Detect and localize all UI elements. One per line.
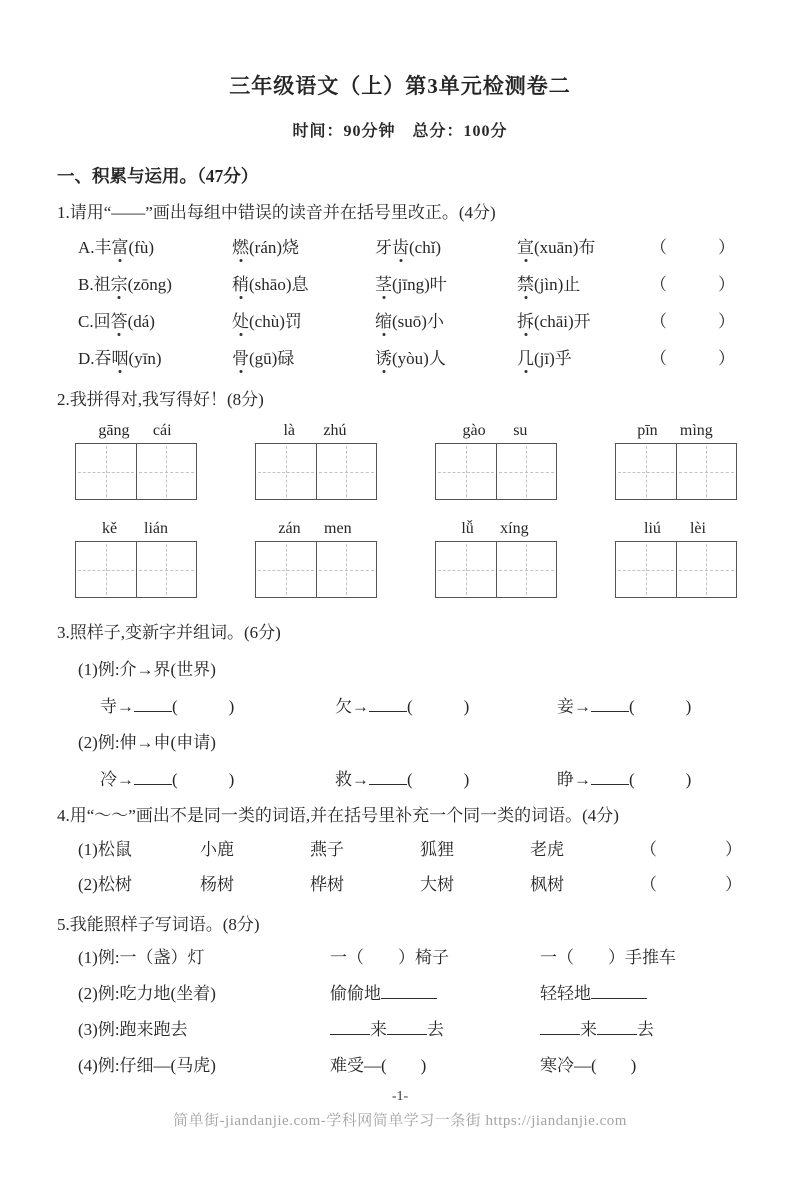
pinyin-syllable: zhú <box>323 422 347 439</box>
question-3 <box>57 618 743 791</box>
q2-prompt: 2.我拼得对,我写得好！(8分) <box>57 390 264 409</box>
q1-word-dotted: 宗 <box>110 275 128 294</box>
correction-bracket: （ ） <box>650 349 735 368</box>
writing-cell <box>496 444 557 499</box>
q3-part1-items <box>100 690 743 718</box>
writing-cell <box>316 444 377 499</box>
character-writing-box <box>615 443 737 500</box>
q5-example: (3)例:跑来跑去 <box>78 1019 188 1039</box>
q1-word-dotted: 咽 <box>111 349 129 368</box>
pinyin-word-group <box>435 516 555 598</box>
q1-option-row-a <box>78 227 743 264</box>
pinyin-syllable: pīn <box>637 422 658 439</box>
answer-blank <box>330 1019 370 1035</box>
q3-source-char: 睁 <box>557 769 574 789</box>
question-5 <box>57 910 743 1081</box>
answer-blank <box>134 696 172 712</box>
pinyin-syllable: xíng <box>500 520 529 537</box>
q4-word: 松鼠 <box>97 840 132 859</box>
q5-answer-slot <box>330 1015 540 1040</box>
q1-word-dotted: 稍 <box>232 275 249 294</box>
pinyin-syllable: là <box>283 422 295 439</box>
q4-word: 杨树 <box>200 875 234 894</box>
q1-prompt: 1.请用“——”画出每组中错误的读音并在括号里改正。(4分) <box>57 203 496 222</box>
q1-word-dotted: 处 <box>232 312 249 331</box>
q1-word-post: (jīng)叶 <box>392 275 447 294</box>
q1-item <box>517 233 650 258</box>
q5-row-2 <box>78 973 743 1009</box>
q1-option-label: A. <box>78 238 95 257</box>
q3-item <box>557 765 743 790</box>
q5-example: (1)例:一（盏）灯 <box>78 947 205 967</box>
writing-cell <box>616 542 676 597</box>
q4-cell <box>78 835 200 860</box>
q3-item <box>100 692 335 717</box>
q3-source-char: 冷 <box>100 769 117 789</box>
q5-word-stem: 去 <box>637 1019 654 1039</box>
q1-word-dotted: 茎 <box>375 275 392 294</box>
arrow-icon: → <box>574 769 591 789</box>
q1-option-row-b <box>78 264 743 301</box>
pinyin-label <box>255 516 375 538</box>
q5-row-1 <box>78 937 743 973</box>
q1-item <box>375 233 517 258</box>
paren-blank: ( ) <box>629 696 692 716</box>
writing-cell <box>256 444 316 499</box>
q5-answer-slot: 难受—( ) <box>330 1055 427 1075</box>
pinyin-word-group <box>435 418 555 500</box>
q1-option-label: D. <box>78 349 95 368</box>
q1-word-post: (yòu)人 <box>392 349 446 368</box>
q4-word: 松树 <box>97 875 132 894</box>
writing-cell <box>676 542 737 597</box>
q5-answer-slot: 一（ ）手推车 <box>540 947 676 967</box>
q1-item <box>517 307 650 332</box>
q1-word-dotted: 诱 <box>375 349 392 368</box>
q1-word-post: (dá) <box>127 312 155 331</box>
q1-word-pre: 吞 <box>94 349 112 368</box>
pinyin-word-group <box>75 418 195 500</box>
arrow-icon: → <box>352 769 369 789</box>
q5-row-3 <box>78 1009 743 1045</box>
q1-word-post: (chāi)开 <box>534 312 591 331</box>
q5-example: (2)例:吃力地(坐着) <box>78 983 216 1003</box>
q4-row-2 <box>78 865 743 900</box>
pinyin-label <box>75 516 195 538</box>
pinyin-word-group <box>75 516 195 598</box>
paren-blank: ( ) <box>407 696 470 716</box>
q1-word-post: (fù) <box>128 238 155 257</box>
answer-blank <box>540 1019 580 1035</box>
answer-bracket: （ ） <box>640 840 742 859</box>
q2-pinyin-rows <box>75 418 743 598</box>
q1-word-dotted: 缩 <box>375 312 392 331</box>
q1-item <box>232 270 375 295</box>
q5-answer-slot: 一（ ）椅子 <box>330 947 449 967</box>
arrow-icon: → <box>117 769 134 789</box>
writing-cell <box>136 542 197 597</box>
q5-answer-slot <box>540 1015 743 1040</box>
q2-pinyin-row-1 <box>75 418 743 500</box>
pinyin-syllable: kě <box>101 520 118 537</box>
q1-item <box>232 233 375 258</box>
q5-answer-slot: 寒冷—( ) <box>540 1055 637 1075</box>
q4-word: 燕子 <box>310 840 344 859</box>
q3-source-char: 救 <box>335 769 352 789</box>
writing-cell <box>256 542 316 597</box>
answer-blank <box>591 769 629 785</box>
answer-blank <box>597 1019 637 1035</box>
q1-item <box>78 307 232 332</box>
pinyin-syllable: lèi <box>689 520 706 537</box>
answer-blank <box>591 983 647 999</box>
q1-option-label: C. <box>78 312 94 331</box>
answer-blank <box>387 1019 427 1035</box>
q3-item <box>335 765 557 790</box>
q3-part1-example: (1)例:介→界(世界) <box>78 660 216 679</box>
page-number: -1- <box>391 1089 409 1104</box>
q1-word-post: (zōng) <box>127 275 172 294</box>
q4-row-1 <box>78 830 743 865</box>
arrow-icon: → <box>117 696 134 716</box>
pinyin-syllable: gāng <box>98 422 130 439</box>
q1-item <box>232 307 375 332</box>
page-title: 三年级语文（上）第3单元检测卷二 <box>229 74 571 98</box>
q3-item <box>557 692 743 717</box>
arrow-icon: → <box>352 696 369 716</box>
paren-blank: ( ) <box>407 769 470 789</box>
writing-cell <box>436 444 496 499</box>
writing-cell <box>436 542 496 597</box>
question-4 <box>57 801 743 900</box>
q1-word-post: (chù)罚 <box>249 312 302 331</box>
q1-word-post: (suō)小 <box>392 312 444 331</box>
q1-word-dotted: 燃 <box>232 238 249 257</box>
q5-example: (4)例:仔细—(马虎) <box>78 1055 216 1075</box>
q4-cell <box>78 870 200 895</box>
pinyin-label <box>75 418 195 440</box>
q1-word-post: (chǐ) <box>409 238 442 257</box>
q1-item <box>375 344 517 369</box>
q4-word: 小鹿 <box>200 840 234 859</box>
q1-word-pre: 牙 <box>375 238 392 257</box>
paren-blank: ( ) <box>172 769 235 789</box>
watermark-text: 简单街-jiandanjie.com-学科网简单学习一条街 https://jiandanjie.com <box>173 1113 627 1129</box>
answer-blank <box>369 769 407 785</box>
q5-word-stem: 来 <box>370 1019 387 1039</box>
q5-word-stem: 轻轻地 <box>540 983 591 1003</box>
q1-item <box>78 270 232 295</box>
pinyin-syllable: gào <box>462 422 486 439</box>
q1-word-dotted: 宣 <box>517 238 534 257</box>
q1-word-dotted: 几 <box>517 349 534 368</box>
q1-word-dotted: 齿 <box>392 238 409 257</box>
q5-word-stem: 偷偷地 <box>330 983 381 1003</box>
question-1 <box>57 198 743 375</box>
q1-item <box>375 270 517 295</box>
q5-prompt: 5.我能照样子写词语。(8分) <box>57 915 260 934</box>
q4-word: 狐狸 <box>420 840 454 859</box>
q1-word-dotted: 富 <box>111 238 129 257</box>
arrow-icon: → <box>574 696 591 716</box>
q5-answer-slot <box>540 979 743 1004</box>
q1-word-post: (rán)烧 <box>249 238 300 257</box>
pinyin-word-group <box>615 418 735 500</box>
section-1-heading: 一、积累与运用。（47分） <box>57 166 259 186</box>
paren-blank: ( ) <box>629 769 692 789</box>
paren-blank: ( ) <box>172 696 235 716</box>
q1-rows <box>78 227 743 375</box>
q1-word-post: (yīn) <box>128 349 162 368</box>
writing-cell <box>316 542 377 597</box>
q1-word-post: (gū)碌 <box>249 349 295 368</box>
correction-bracket: （ ） <box>650 312 735 331</box>
correction-bracket: （ ） <box>650 275 735 294</box>
q4-word: 大树 <box>420 875 454 894</box>
writing-cell <box>676 444 737 499</box>
answer-blank <box>134 769 172 785</box>
writing-cell <box>496 542 557 597</box>
q1-word-pre: 祖 <box>93 275 111 294</box>
writing-cell <box>136 444 197 499</box>
q3-part2-example: (2)例:伸→申(申请) <box>78 733 216 752</box>
pinyin-syllable: lǚ <box>461 520 474 537</box>
character-writing-box <box>435 541 557 598</box>
answer-bracket: （ ） <box>640 875 742 894</box>
character-writing-box <box>615 541 737 598</box>
q3-part2-items <box>100 763 743 791</box>
q1-word-dotted: 禁 <box>517 275 534 294</box>
pinyin-label <box>255 418 375 440</box>
pinyin-word-group <box>255 516 375 598</box>
q2-pinyin-row-2 <box>75 516 743 598</box>
answer-blank <box>369 696 407 712</box>
pinyin-label <box>435 418 555 440</box>
pinyin-syllable: su <box>513 422 528 439</box>
q3-source-char: 欠 <box>335 696 352 716</box>
pinyin-syllable: zán <box>278 520 301 537</box>
q5-word-stem: 去 <box>427 1019 444 1039</box>
q1-item <box>78 344 232 369</box>
q4-word: 老虎 <box>530 840 564 859</box>
q4-row-label: (1) <box>78 840 98 859</box>
character-writing-box <box>255 443 377 500</box>
q1-item <box>375 307 517 332</box>
q4-word: 枫树 <box>530 875 564 894</box>
q1-option-row-c <box>78 301 743 338</box>
q4-word: 桦树 <box>310 875 344 894</box>
pinyin-syllable: mìng <box>679 422 713 439</box>
pinyin-syllable: men <box>324 520 352 537</box>
pinyin-word-group <box>615 516 735 598</box>
q3-source-char: 妾 <box>557 696 574 716</box>
q1-word-dotted: 骨 <box>232 349 249 368</box>
q1-item <box>232 344 375 369</box>
exam-page <box>0 70 793 1130</box>
question-2 <box>57 385 743 598</box>
character-writing-box <box>75 541 197 598</box>
q4-prompt: 4.用“～～”画出不是同一类的词语,并在括号里补充一个同一类的词语。(4分) <box>57 806 619 825</box>
writing-cell <box>616 444 676 499</box>
pinyin-syllable: liú <box>644 520 661 537</box>
q1-item <box>78 233 232 258</box>
character-writing-box <box>75 443 197 500</box>
q1-word-dotted: 拆 <box>517 312 534 331</box>
character-writing-box <box>435 443 557 500</box>
q5-answer-slot <box>330 979 540 1004</box>
q1-item <box>517 270 650 295</box>
pinyin-word-group <box>255 418 375 500</box>
writing-cell <box>76 542 136 597</box>
writing-cell <box>76 444 136 499</box>
character-writing-box <box>255 541 377 598</box>
q1-item <box>517 344 650 369</box>
exam-meta: 时间：90分钟 总分：100分 <box>292 123 508 140</box>
q1-word-pre: 丰 <box>94 238 112 257</box>
q1-word-dotted: 答 <box>110 312 128 331</box>
correction-bracket: （ ） <box>650 238 735 257</box>
q1-word-pre: 回 <box>93 312 111 331</box>
q3-source-char: 寺 <box>100 696 117 716</box>
q3-prompt: 3.照样子,变新字并组词。(6分) <box>57 623 281 642</box>
q4-row-label: (2) <box>78 875 98 894</box>
q1-option-label: B. <box>78 275 94 294</box>
q1-option-row-d <box>78 338 743 375</box>
q3-item <box>335 692 557 717</box>
q1-word-post: (shāo)息 <box>249 275 309 294</box>
pinyin-syllable: cái <box>152 422 172 439</box>
q1-word-post: (xuān)布 <box>534 238 596 257</box>
pinyin-label <box>615 418 735 440</box>
answer-blank <box>591 696 629 712</box>
q5-word-stem: 来 <box>580 1019 597 1039</box>
q1-word-post: (jìn)止 <box>534 275 581 294</box>
pinyin-syllable: lián <box>144 520 169 537</box>
q1-word-post: (jī)乎 <box>534 349 572 368</box>
q5-row-4 <box>78 1045 743 1081</box>
pinyin-label <box>435 516 555 538</box>
answer-blank <box>381 983 437 999</box>
pinyin-label <box>615 516 735 538</box>
q3-item <box>100 765 335 790</box>
